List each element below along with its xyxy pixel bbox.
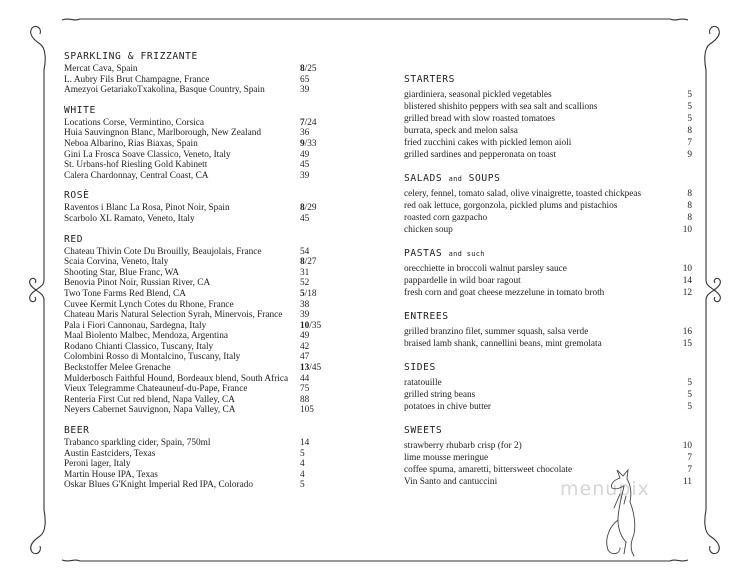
menu-item-row xyxy=(64,480,326,491)
item-price xyxy=(300,384,326,395)
menu-item-row xyxy=(404,378,692,389)
section-heading xyxy=(404,361,692,375)
menu-item-row xyxy=(404,102,692,113)
item-price: 5 xyxy=(687,113,692,124)
heading-text: SALADS xyxy=(404,172,449,184)
menu-item-row xyxy=(64,374,326,385)
menu-item-row xyxy=(404,390,692,401)
item-name: Chateau Thivin Cote Du Brouilly, Beaujolais, France xyxy=(64,246,262,257)
menu-item-row xyxy=(64,342,326,353)
item-price: 8 xyxy=(687,125,692,136)
item-price xyxy=(300,459,326,470)
menu-item-row xyxy=(64,85,326,96)
item-price xyxy=(300,449,326,460)
item-price xyxy=(300,470,326,481)
bottle-price: 14 xyxy=(300,438,310,449)
item-name: Gini La Frosca Soave Classico, Veneto, Italy xyxy=(64,149,231,160)
item-price xyxy=(300,374,326,385)
item-name: Scarbolo XL Ramato, Veneto, Italy xyxy=(64,213,195,224)
bottle-price: /24 xyxy=(304,117,317,128)
item-name: Martin House IPA, Texas xyxy=(64,469,158,480)
item-name: Huia Sauvingnon Blanc, Marlborough, New Zealand xyxy=(64,128,261,139)
heading-text-after: SOUPS xyxy=(462,172,501,184)
item-name: Scaia Corvina, Veneto, Italy xyxy=(64,257,169,268)
section-heading: WHITE xyxy=(64,104,96,116)
item-name: Beckstoffer Melee Grenache xyxy=(64,363,171,374)
menu-item-row xyxy=(64,300,326,311)
menu-item-row xyxy=(404,276,692,287)
section-heading: SPARKLING & FRIZZANTE xyxy=(64,51,198,62)
bottle-price: 5 xyxy=(300,448,305,459)
item-price: 16 xyxy=(682,326,692,337)
item-price: 5 xyxy=(687,389,692,400)
menu-item-row xyxy=(64,139,326,150)
bottle-price: /29 xyxy=(304,203,317,214)
menu-item-row xyxy=(404,264,692,275)
menu-item-row xyxy=(64,118,326,129)
menu-item-row xyxy=(64,75,326,86)
item-name: roasted corn gazpacho xyxy=(404,212,488,223)
item-price xyxy=(300,342,326,353)
menu-item-row xyxy=(64,289,326,300)
item-price: 7 xyxy=(687,137,692,148)
menu-item-row xyxy=(64,247,326,258)
bottle-price: 75 xyxy=(300,384,310,395)
menu-item-row xyxy=(64,331,326,342)
item-name: Chateau Maris Natural Selection Syrah, Minervois, France xyxy=(64,310,283,321)
section-heading xyxy=(404,310,692,324)
menu-item-row xyxy=(404,150,692,161)
item-price: 8 xyxy=(687,200,692,211)
item-price xyxy=(300,150,326,161)
item-name: giardiniera, seasonal pickled vegetables xyxy=(404,90,552,100)
item-price xyxy=(300,118,326,129)
item-name: blistered shishito peppers with sea salt and scallions xyxy=(404,101,598,112)
item-name: Oskar Blues G'Knight Imperial Red IPA, Colorado xyxy=(64,480,254,491)
item-name: Amezyoi GetariakoTxakolina, Basque Country, Spain xyxy=(64,85,265,96)
item-price xyxy=(300,257,326,268)
section-heading xyxy=(404,73,692,87)
menu-item-row xyxy=(64,150,326,161)
menu-item-row xyxy=(64,171,326,182)
glass-price: 13 xyxy=(300,363,310,374)
menu-item-row xyxy=(64,321,326,332)
item-name: coffee spuma, amaretti, bittersweet chocolate xyxy=(404,464,573,475)
item-price: 5 xyxy=(687,90,692,100)
item-name: potatoes in chive butter xyxy=(404,401,492,412)
bottle-price: 39 xyxy=(300,170,310,181)
item-price xyxy=(300,268,326,279)
section-heading: BEER xyxy=(64,425,90,437)
heading-text: STARTERS xyxy=(404,74,456,85)
item-name: fried zucchini cakes with pickled lemon aioli xyxy=(404,137,572,148)
section-heading xyxy=(404,247,692,261)
menu-item-row xyxy=(64,363,326,374)
item-name: St. Urbans-hof Riesling Gold Kabinett xyxy=(64,160,208,171)
item-name: Maal Biolento Malbec, Mendoza, Argentina xyxy=(64,331,229,342)
menu-item-row xyxy=(404,441,692,452)
item-price xyxy=(300,203,326,214)
bottle-price: 105 xyxy=(300,405,314,416)
item-name: ratatouille xyxy=(404,377,442,388)
bottle-price: /45 xyxy=(309,363,322,374)
item-price: 5 xyxy=(687,401,692,412)
item-name: Mercat Cava, Spain xyxy=(64,64,138,74)
item-price: 8 xyxy=(687,188,692,199)
item-price: 14 xyxy=(682,275,692,286)
item-price xyxy=(300,480,326,491)
glass-price: 5 xyxy=(300,288,305,299)
item-name: Vin Santo and cantuccini xyxy=(404,476,498,487)
menu-item-row xyxy=(404,339,692,350)
bottle-price: 4 xyxy=(300,469,305,480)
bottle-price: 49 xyxy=(300,331,310,342)
menu-item-row xyxy=(404,453,692,464)
bottle-price: 4 xyxy=(300,459,305,470)
bottle-price: 38 xyxy=(300,299,310,310)
bottle-price: /25 xyxy=(304,64,317,74)
item-name: Calera Chardonnay, Central Coast, CA xyxy=(64,170,209,181)
item-name: Locations Corse, Vermintino, Corsica xyxy=(64,117,205,128)
item-name: Trabanco sparkling cider, Spain, 750ml xyxy=(64,438,211,449)
item-price: 10 xyxy=(682,224,692,235)
item-price: 9 xyxy=(687,149,692,160)
menu-item-row xyxy=(64,64,326,75)
item-name: strawberry rhubarb crisp (for 2) xyxy=(404,440,522,451)
item-price xyxy=(300,171,326,182)
menu-item-row xyxy=(64,449,326,460)
item-name: L. Aubry Fils Brut Champagne, France xyxy=(64,74,210,85)
item-name: Neyers Cabernet Sauvignon, Napa Valley, CA xyxy=(64,405,236,416)
item-price xyxy=(300,395,326,406)
glass-price: 8 xyxy=(300,203,305,214)
bottle-price: /18 xyxy=(304,288,317,299)
item-price: 8 xyxy=(687,212,692,223)
watermark: menupix xyxy=(560,478,650,500)
item-price xyxy=(300,438,326,449)
menu-item-row xyxy=(404,213,692,224)
fox-illustration-icon xyxy=(590,468,650,560)
glass-price: 10 xyxy=(300,320,310,331)
bottle-price: 54 xyxy=(300,246,310,257)
item-name: lime mousse meringue xyxy=(404,452,489,463)
menu-item-row xyxy=(64,257,326,268)
bottle-price: 65 xyxy=(300,74,310,85)
bottle-price: 45 xyxy=(300,213,310,224)
bottle-price: 39 xyxy=(300,85,310,96)
menu-item-row xyxy=(404,126,692,137)
item-price xyxy=(300,160,326,171)
glass-price: 9 xyxy=(300,138,305,149)
bottle-price: /27 xyxy=(304,257,317,268)
bottle-price: 47 xyxy=(300,352,310,363)
item-name: Renteria First Cut red blend, Napa Valley, CA xyxy=(64,394,235,405)
glass-price: 8 xyxy=(300,64,305,74)
item-name: fresh corn and goat cheese mezzelune in tomato broth xyxy=(404,287,605,298)
section-heading: RED xyxy=(64,233,84,245)
bottle-price: 31 xyxy=(300,267,310,278)
bottle-price: /35 xyxy=(309,320,322,331)
item-price: 7 xyxy=(687,452,692,463)
item-price xyxy=(300,75,326,86)
menu-item-row xyxy=(64,459,326,470)
heading-text: ENTREES xyxy=(404,310,449,322)
wine-beer-column xyxy=(64,50,326,491)
item-price: 15 xyxy=(682,338,692,349)
heading-text: SWEETS xyxy=(404,424,443,436)
item-price: 11 xyxy=(683,476,692,487)
item-price xyxy=(300,331,326,342)
item-name: pappardelle in wild boar ragout xyxy=(404,275,521,286)
item-name: grilled branzino filet, summer squash, salsa verde xyxy=(404,326,589,337)
item-price xyxy=(300,321,326,332)
bottle-price: 88 xyxy=(300,394,310,405)
item-name: braised lamb shank, cannellini beans, mint gremolata xyxy=(404,338,602,349)
bottle-price: 49 xyxy=(300,149,310,160)
menu-item-row xyxy=(64,438,326,449)
item-price xyxy=(300,247,326,258)
item-name: grilled bread with slow roasted tomatoes xyxy=(404,113,556,124)
item-name: Vieux Telegramme Chateauneuf-du-Pape, France xyxy=(64,384,248,395)
item-price xyxy=(300,300,326,311)
item-price xyxy=(300,310,326,321)
bottle-price: /33 xyxy=(304,138,317,149)
item-price xyxy=(300,214,326,225)
item-name: Colombini Rosso di Montalcino, Tuscany, Italy xyxy=(64,352,241,363)
item-name: Neboa Albarino, Rias Biaxas, Spain xyxy=(64,138,198,149)
item-name: Shooting Star, Blue Franc, WA xyxy=(64,267,180,278)
item-price xyxy=(300,363,326,374)
menu-item-row xyxy=(64,470,326,481)
item-price: 10 xyxy=(682,440,692,451)
item-price xyxy=(300,85,326,96)
menu-item-row xyxy=(64,384,326,395)
glass-price: 8 xyxy=(300,257,305,268)
menu-item-row xyxy=(64,203,326,214)
bottle-price: 44 xyxy=(300,373,310,384)
menu-item-row xyxy=(404,138,692,149)
menu-item-row xyxy=(64,278,326,289)
bottle-price: 45 xyxy=(300,160,310,171)
food-column xyxy=(404,73,692,489)
item-name: grilled sardines and pepperonata on toast xyxy=(404,149,557,160)
item-price: 5 xyxy=(687,377,692,388)
item-price: 10 xyxy=(682,263,692,274)
item-name: Pala i Fiori Cannonau, Sardegna, Italy xyxy=(64,320,207,331)
item-name: chicken soup xyxy=(404,224,453,235)
item-price xyxy=(300,278,326,289)
menu-item-row xyxy=(404,90,692,101)
item-name: Cuvee Kermit Lynch Cotes du Rhone, France xyxy=(64,299,234,310)
item-name: celery, fennel, tomato salad, olive vinaigrette, toasted chickpeas xyxy=(404,188,642,199)
menu-item-row xyxy=(64,268,326,279)
item-name: Benovia Pinot Noir, Russian River, CA xyxy=(64,278,211,289)
menu-item-row xyxy=(64,310,326,321)
heading-text: SIDES xyxy=(404,361,436,373)
heading-subtext: and xyxy=(448,174,463,183)
item-name: red oak lettuce, gorgonzola, pickled plums and pistachios xyxy=(404,200,618,211)
menu-item-row xyxy=(64,160,326,171)
heading-subtext: and such xyxy=(448,249,485,258)
section-heading: ROSÈ xyxy=(64,190,90,202)
bottle-price: 39 xyxy=(300,310,310,321)
bottle-price: 36 xyxy=(300,128,310,139)
item-price xyxy=(300,139,326,150)
menu-item-row xyxy=(64,395,326,406)
section-heading xyxy=(404,172,692,186)
glass-price: 7 xyxy=(300,117,305,128)
item-price xyxy=(300,352,326,363)
menu-item-row xyxy=(64,128,326,139)
item-price xyxy=(300,289,326,300)
bottle-price: 42 xyxy=(300,341,310,352)
bottle-price: 5 xyxy=(300,480,305,491)
bottle-price: 52 xyxy=(300,278,310,289)
item-name: Raventos i Blanc La Rosa, Pinot Noir, Spain xyxy=(64,203,230,214)
item-name: Two Tone Farms Red Blend, CA xyxy=(64,288,186,299)
item-price xyxy=(300,405,326,416)
item-name: Mulderbosch Faithful Hound, Bordeaux blend, South Africa xyxy=(64,373,289,384)
item-name: grilled string beans xyxy=(404,389,476,400)
menu-item-row xyxy=(404,288,692,299)
menu-item-row xyxy=(64,352,326,363)
item-price xyxy=(300,64,326,75)
section-heading xyxy=(404,424,692,438)
item-name: orecchiette in broccoli walnut parsley sauce xyxy=(404,263,567,274)
menu-item-row xyxy=(404,189,692,200)
item-name: burrata, speck and melon salsa xyxy=(404,125,518,136)
menu-item-row xyxy=(404,225,692,236)
menu-item-row xyxy=(64,405,326,416)
menu-item-row xyxy=(404,114,692,125)
menu-item-row xyxy=(404,402,692,413)
item-price xyxy=(300,128,326,139)
heading-text: PASTAS xyxy=(404,247,449,259)
menu-item-row xyxy=(64,214,326,225)
menu-item-row xyxy=(404,201,692,212)
item-price: 7 xyxy=(687,464,692,475)
item-name: Austin Eastciders, Texas xyxy=(64,448,156,459)
item-name: Rodano Chianti Classico, Tuscany, Italy xyxy=(64,341,214,352)
menu-item-row xyxy=(404,327,692,338)
item-name: Peroni lager, Italy xyxy=(64,459,131,470)
item-price: 12 xyxy=(682,287,692,298)
item-price: 5 xyxy=(687,101,692,112)
